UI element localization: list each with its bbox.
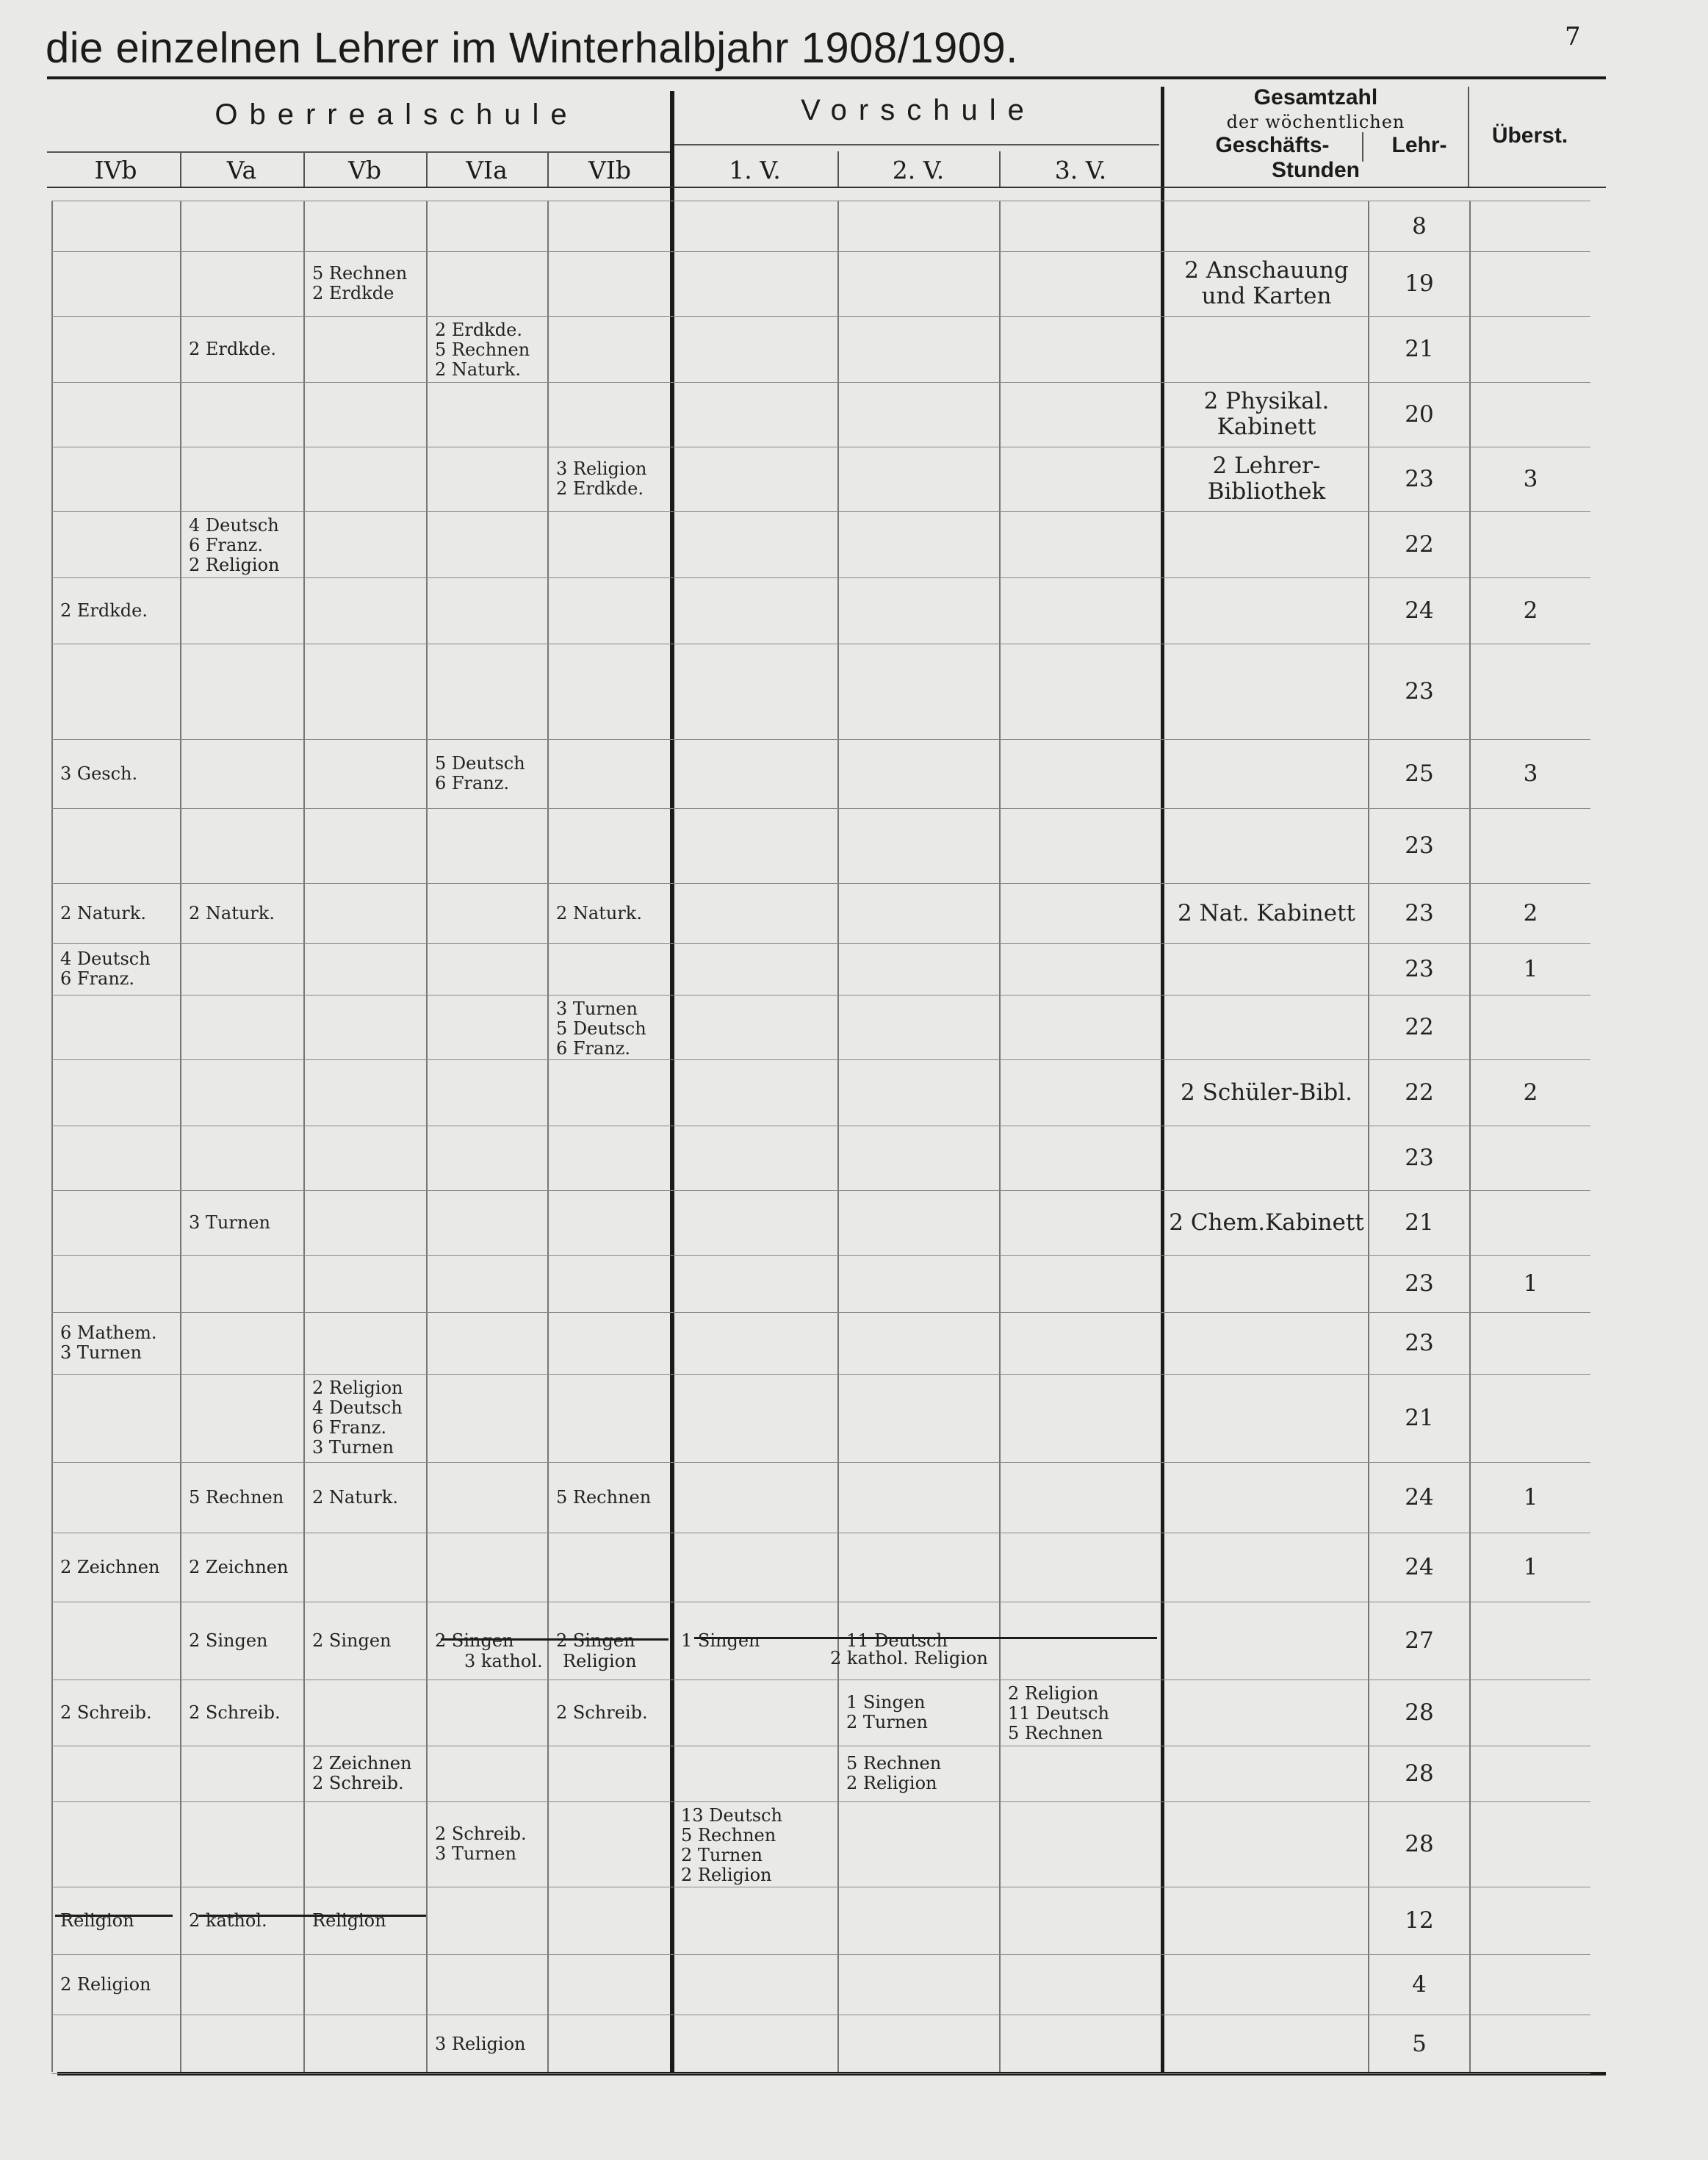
cell-r25-c1: 2 kathol. <box>189 1909 267 1931</box>
page-title: die einzelnen Lehrer im Winterhalbjahr 1908/1909. <box>46 24 1018 72</box>
ueberst-r19: 1 <box>1523 1484 1538 1511</box>
class-header-sep-7 <box>999 151 1001 187</box>
cell-r24-c3: 2 Schreib. 3 Turnen <box>435 1824 527 1864</box>
page-number: 7 <box>1565 22 1581 51</box>
class-header-2: Vb <box>348 156 381 184</box>
cell-r10-c1: 2 Naturk. <box>189 902 275 924</box>
cell-r23-c6: 5 Rechnen 2 Religion <box>846 1753 942 1793</box>
lehr-r27: 5 <box>1412 2031 1427 2057</box>
grid-col-line-2 <box>303 201 305 2072</box>
grid-row-line-3 <box>51 382 1590 383</box>
lehr-r8: 25 <box>1405 760 1434 787</box>
cell-r8-c0: 3 Gesch. <box>60 763 138 784</box>
cell-r22-c0: 2 Schreib. <box>60 1702 152 1723</box>
grid-col-line-5 <box>837 201 839 2072</box>
span-kathol-upper-label: Religion <box>563 1651 637 1671</box>
lehr-r18: 21 <box>1405 1405 1434 1431</box>
class-header-sep-2 <box>303 151 305 187</box>
geschaefts-r3: 2 Physikal. Kabinett <box>1203 388 1330 440</box>
gesamtzahl-subheader: der wöchentlichen <box>1226 112 1405 132</box>
lehr-r10: 23 <box>1405 900 1434 926</box>
grid-row-line-6 <box>51 577 1590 578</box>
group-header-vorschule: Vorschule <box>801 94 1036 126</box>
cell-r1-c2: 5 Rechnen 2 Erdkde <box>312 263 408 303</box>
cell-r18-c2: 2 Religion 4 Deutsch 6 Franz. 3 Turnen <box>312 1378 403 1458</box>
class-header-4: VIb <box>588 156 631 184</box>
geschaefts-r10: 2 Nat. Kabinett <box>1178 899 1355 926</box>
lehr-r11: 23 <box>1405 956 1434 982</box>
grid-row-line-16 <box>51 1255 1590 1256</box>
grid-col-line-0 <box>51 201 53 2072</box>
ueberst-r4: 3 <box>1523 466 1538 492</box>
cell-r22-c4: 2 Schreib. <box>556 1702 648 1723</box>
cell-r5-c1: 4 Deutsch 6 Franz. 2 Religion <box>189 515 280 575</box>
group-header-oberrealschule: Oberrealschule <box>215 98 579 131</box>
lehr-r16: 23 <box>1405 1270 1434 1297</box>
cell-r10-c0: 2 Naturk. <box>60 902 146 924</box>
class-header-6: 2. V. <box>892 156 945 184</box>
cell-r11-c0: 4 Deutsch 6 Franz. <box>60 948 151 989</box>
lehr-r5: 22 <box>1405 531 1434 558</box>
cell-r26-c0: 2 Religion <box>60 1973 151 1995</box>
ueberst-r6: 2 <box>1523 597 1538 624</box>
ueberst-r11: 1 <box>1523 956 1538 982</box>
col-header-stunden: Stunden <box>1272 158 1360 182</box>
cell-r22-c1: 2 Schreib. <box>189 1702 281 1723</box>
class-header-0: IVb <box>94 156 137 184</box>
grid-row-line-12 <box>51 995 1590 996</box>
ueberst-r16: 1 <box>1523 1270 1538 1297</box>
lehr-r21: 27 <box>1405 1627 1434 1654</box>
cell-r20-c0: 2 Zeichnen <box>60 1556 160 1577</box>
cell-r15-c1: 3 Turnen <box>189 1212 270 1233</box>
cell-r21-c4: 2 Singen <box>556 1630 635 1651</box>
grid-row-line-2 <box>51 316 1590 317</box>
ueberst-r8: 3 <box>1523 760 1538 787</box>
cell-r12-c4: 3 Turnen 5 Deutsch 6 Franz. <box>556 998 646 1059</box>
lehr-r22: 28 <box>1405 1699 1434 1726</box>
cell-r19-c4: 5 Rechnen <box>556 1486 652 1508</box>
ueberst-r13: 2 <box>1523 1079 1538 1106</box>
class-header-3: VIa <box>466 156 508 184</box>
cell-r21-c1: 2 Singen <box>189 1630 268 1651</box>
cell-r21-c6: 11 Deutsch <box>846 1630 948 1651</box>
cell-r20-c1: 2 Zeichnen <box>189 1556 289 1577</box>
grid-row-line-10 <box>51 883 1590 884</box>
grid-col-line-4 <box>547 201 549 2072</box>
cell-r23-c2: 2 Zeichnen 2 Schreib. <box>312 1753 412 1793</box>
cell-r2-c1: 2 Erdkde. <box>189 338 276 359</box>
cell-r19-c1: 5 Rechnen <box>189 1486 284 1508</box>
cell-r21-c5: 1 Singen <box>681 1630 760 1651</box>
grid-row-line-17 <box>51 1312 1590 1313</box>
class-header-sep-3 <box>426 151 428 187</box>
header-bottom-rule <box>47 187 1606 188</box>
lehr-r0: 8 <box>1412 212 1427 240</box>
lehr-r3: 20 <box>1405 401 1434 428</box>
grid-row-line-13 <box>51 1059 1590 1060</box>
grid-col-line-3 <box>426 201 428 2072</box>
span-kathol-upper-count: 3 kathol. <box>464 1651 543 1671</box>
lehr-r6: 24 <box>1405 597 1434 624</box>
top-rule <box>47 76 1606 79</box>
ueberst-r20: 1 <box>1523 1554 1538 1580</box>
lehr-r24: 28 <box>1405 1831 1434 1857</box>
grid-row-line-18 <box>51 1374 1590 1375</box>
grid-row-line-8 <box>51 739 1590 740</box>
lehr-r9: 23 <box>1405 832 1434 859</box>
col-header-geschaefts: Geschäfts- <box>1215 133 1330 157</box>
cell-r27-c3: 3 Religion <box>435 2033 526 2054</box>
header-rule-vor <box>674 144 1159 145</box>
ueberst-r10: 2 <box>1523 900 1538 926</box>
geschaefts-r4: 2 Lehrer- Bibliothek <box>1207 453 1326 505</box>
grid-col-line-1 <box>180 201 181 2072</box>
class-header-1: Va <box>226 156 257 184</box>
cell-r10-c4: 2 Naturk. <box>556 902 642 924</box>
grid-row-line-15 <box>51 1190 1590 1191</box>
cell-r22-c6: 1 Singen 2 Turnen <box>846 1692 928 1732</box>
grid-row-line-19 <box>51 1462 1590 1463</box>
grid-row-line-9 <box>51 808 1590 809</box>
cell-r4-c4: 3 Religion 2 Erdkde. <box>556 458 647 499</box>
header-sep-ueberst <box>1468 87 1469 187</box>
lehr-r7: 23 <box>1405 678 1434 705</box>
lehr-r15: 21 <box>1405 1209 1434 1236</box>
lehr-r13: 22 <box>1405 1079 1434 1106</box>
cell-r8-c3: 5 Deutsch 6 Franz. <box>435 753 525 793</box>
cell-r24-c5: 13 Deutsch 5 Rechnen 2 Turnen 2 Religion <box>681 1805 782 1885</box>
grid-col-line-6 <box>999 201 1001 2072</box>
grid-row-line-24 <box>51 1801 1590 1802</box>
lehr-r1: 19 <box>1405 270 1434 297</box>
grid-row-line-26 <box>51 1954 1590 1955</box>
cell-r19-c2: 2 Naturk. <box>312 1486 398 1508</box>
lehr-r20: 24 <box>1405 1554 1434 1580</box>
header-sep-lehr <box>1362 132 1363 162</box>
geschaefts-r13: 2 Schüler-Bibl. <box>1181 1079 1352 1106</box>
cell-r6-c0: 2 Erdkde. <box>60 600 148 621</box>
cell-r21-c2: 2 Singen <box>312 1630 392 1651</box>
class-header-5: 1. V. <box>729 156 781 184</box>
lehr-r14: 23 <box>1405 1145 1434 1171</box>
col-header-ueberst: Überst. <box>1491 123 1568 148</box>
class-header-7: 3. V. <box>1054 156 1107 184</box>
lehr-r4: 23 <box>1405 466 1434 492</box>
lehr-r25: 12 <box>1405 1907 1434 1934</box>
lehr-r23: 28 <box>1405 1760 1434 1787</box>
cell-r17-c0: 6 Mathem. 3 Turnen <box>60 1322 157 1363</box>
class-header-sep-4 <box>547 151 549 187</box>
cell-r21-c3: 2 Singen <box>435 1630 514 1651</box>
lehr-r19: 24 <box>1405 1484 1434 1511</box>
grid-row-line-5 <box>51 511 1590 512</box>
cell-r25-c2: Religion <box>312 1909 386 1931</box>
cell-r25-c0: Religion <box>60 1909 134 1931</box>
gesamtzahl-header: Gesamtzahl <box>1253 85 1378 109</box>
grid-row-line-28 <box>51 2073 1590 2074</box>
grid-row-line-1 <box>51 251 1590 252</box>
lehr-r2: 21 <box>1405 336 1434 362</box>
lehr-r17: 23 <box>1405 1330 1434 1356</box>
lehr-r12: 22 <box>1405 1014 1434 1040</box>
cell-r22-c7: 2 Religion 11 Deutsch 5 Rechnen <box>1008 1683 1109 1743</box>
geschaefts-r1: 2 Anschauung und Karten <box>1184 257 1349 309</box>
class-header-sep-6 <box>837 151 839 187</box>
col-header-lehr: Lehr- <box>1391 133 1447 157</box>
cell-r2-c3: 2 Erdkde. 5 Rechnen 2 Naturk. <box>435 320 530 380</box>
header-rule-ober <box>47 151 670 153</box>
geschaefts-r15: 2 Chem.Kabinett <box>1169 1209 1364 1236</box>
divider-vorschule <box>670 91 674 2073</box>
span-kathol-vorschule: 2 kathol. Religion <box>830 1648 988 1668</box>
class-header-sep-1 <box>180 151 181 187</box>
grid-row-line-11 <box>51 943 1590 944</box>
lehr-r26: 4 <box>1412 1971 1427 1998</box>
